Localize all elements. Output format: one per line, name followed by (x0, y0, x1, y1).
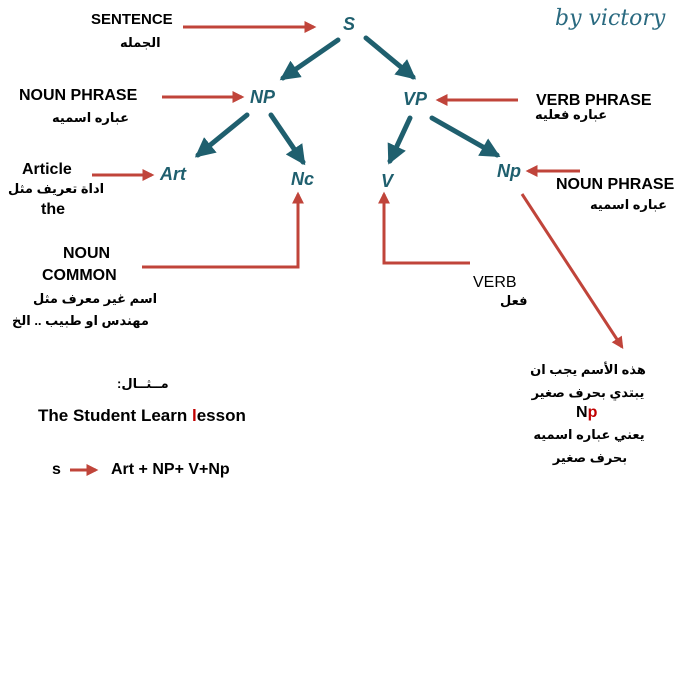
label-sentence-ar: الجمله (120, 35, 161, 50)
node-art: Art (160, 164, 186, 184)
note-line-3: يعني عباره اسميه (533, 427, 645, 442)
label-noun-phrase-left: NOUN PHRASE (19, 87, 138, 104)
node-s: S (343, 14, 356, 34)
label-article-example: the (41, 201, 65, 218)
note-line-2: يبتدي بحرف صغير (531, 385, 645, 400)
label-verb-phrase: VERB PHRASE (536, 92, 652, 109)
label-noun: NOUN (63, 245, 111, 262)
edge-vp-np (432, 118, 497, 155)
label-noun-common-ar-1: اسم غير معرف مثل (33, 291, 158, 306)
edge-s-np (283, 40, 338, 78)
edge-vp-v (390, 118, 410, 161)
edge-np-nc (271, 115, 303, 162)
node-v: V (381, 171, 394, 191)
note-line-1: هذه الأسم يجب ان (530, 362, 646, 377)
label-noun-phrase-left-ar: عباره اسميه (52, 110, 129, 125)
arrow-noun-common (142, 194, 298, 267)
note-line-4: بحرف صغير (552, 450, 628, 465)
label-sentence: SENTENCE (91, 11, 173, 28)
label-verb-phrase-ar: عباره فعليه (535, 107, 608, 122)
label-common: COMMON (42, 267, 117, 284)
label-verb: VERB (473, 274, 517, 291)
rule-rhs: Art + NP+ V+Np (111, 461, 230, 478)
node-vp: VP (403, 89, 428, 109)
arrow-verb (384, 194, 470, 263)
rule-lhs: s (52, 461, 61, 478)
note-np: Np (576, 404, 598, 421)
arrow-note (522, 194, 622, 347)
example-sentence: The Student Learn lesson (38, 406, 246, 425)
node-np-small: Np (497, 161, 521, 181)
edge-np-art (198, 115, 247, 155)
label-article: Article (22, 161, 72, 178)
example-heading: مــثــال: (117, 376, 169, 391)
label-noun-common-ar-2: مهندس او طبيب .. الخ (12, 313, 149, 328)
node-nc: Nc (291, 169, 315, 189)
label-noun-phrase-right-ar: عباره اسميه (590, 197, 667, 212)
label-article-ar: اداة تعريف مثل (8, 181, 105, 196)
label-noun-phrase-right: NOUN PHRASE (556, 176, 675, 193)
edge-s-vp (366, 38, 413, 77)
node-np: NP (250, 87, 276, 107)
label-verb-ar: فعل (500, 293, 528, 308)
brand-signature: by victory (555, 6, 666, 31)
